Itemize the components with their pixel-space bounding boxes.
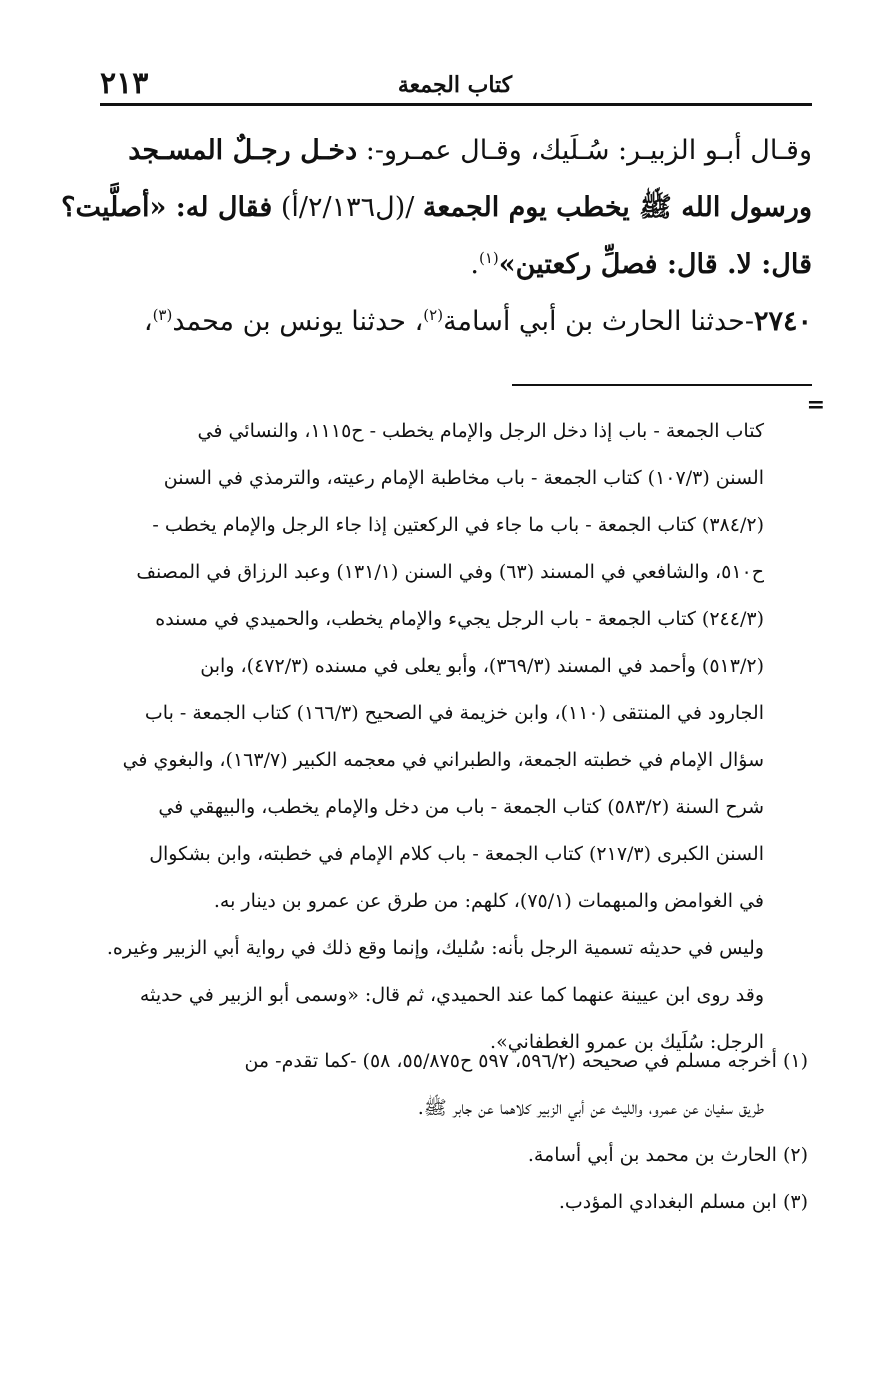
footnote-2 <box>96 1132 808 1179</box>
footnote-line: (٢٤٤/٣) كتاب الجمعة - باب الرجل يجيء والإمام يخطب، والحميدي في مسنده <box>155 608 764 630</box>
footnote-line: سؤال الإمام في خطبته الجمعة، والطبراني في معجمه الكبير (١٦٣/٧)، والبغوي في <box>122 749 764 771</box>
footnote-ref: (٣) <box>152 306 173 324</box>
isnad-text: ، حدثنا يونس بن محمد <box>172 306 424 337</box>
main-line-2 <box>61 179 812 236</box>
main-line-3 <box>100 236 812 293</box>
page-number: ٢١٣ <box>100 66 149 101</box>
footnote-separator <box>512 384 812 386</box>
main-text <box>61 122 812 350</box>
continuation-marker: = <box>806 392 825 418</box>
running-title: كتاب الجمعة <box>397 72 513 98</box>
footnote-continuation <box>96 408 764 1066</box>
footnote-1-cont <box>96 1085 808 1132</box>
footnote-line: السنن الكبرى (٢١٧/٣) كتاب الجمعة - باب كلام الإمام في خطبته، وابن بشكوال <box>149 843 764 865</box>
punctuation: ، <box>143 306 153 337</box>
isnad-text: -حدثنا الحارث بن أبي أسامة <box>443 306 754 337</box>
hadith-text: قال: لا. قال: فصلِّ ركعتين» <box>498 249 812 280</box>
footnote-line: في الغوامض والمبهمات (٧٥/١)، كلهم: من طرق عن عمرو بن دينار به. <box>213 890 764 912</box>
footnote-text: الحارث بن محمد بن أبي أسامة. <box>527 1144 777 1166</box>
footnote-text: طريق سفيان عن عمرو، والليث عن أبي الزبير كلاهما عن جابر ﷺ. <box>417 1097 764 1119</box>
footnote-label: (١) <box>782 1050 808 1072</box>
footnote-line: السنن (١٠٧/٣) كتاب الجمعة - باب مخاطبة الإمام رعيته، والترمذي في السنن <box>163 467 764 489</box>
header-rule <box>100 103 812 106</box>
footnote-3 <box>96 1179 808 1226</box>
footnote-text: أخرجه مسلم في صحيحه (٥٩٦/٢، ٥٩٧ ح٥٥/٨٧٥، ٥٨) -كما تقدم- من <box>244 1050 777 1072</box>
manuscript-ref: /(ل٢/١٣٦/أ) <box>272 192 423 223</box>
footnote-line: وقد روى ابن عيينة عنهما كما عند الحميدي، ثم قال: «وسمى أبو الزبير في حديثه <box>139 984 764 1006</box>
punctuation: . <box>470 249 479 280</box>
footnote-line: شرح السنة (٥٨٣/٢) كتاب الجمعة - باب من دخل والإمام يخطب، والبيهقي في <box>158 796 764 818</box>
main-line-1 <box>100 122 812 179</box>
footnote-line: ح٥١٠، والشافعي في المسند (٦٣) وفي السنن (١٣١/١) وعبد الرزاق في المصنف <box>136 561 764 583</box>
footnote-label: (٣) <box>782 1191 808 1213</box>
footnote-line: (٥١٣/٢) وأحمد في المسند (٣٦٩/٣)، وأبو يعلى في مسنده (٤٧٢/٣)، وابن <box>200 655 764 677</box>
footnote-line: كتاب الجمعة - باب إذا دخل الرجل والإمام يخطب - ح١١١٥، والنسائي في <box>197 420 764 442</box>
footnote-line: (٣٨٤/٢) كتاب الجمعة - باب ما جاء في الركعتين إذا جاء الرجل والإمام يخطب - <box>152 514 764 536</box>
hadith-text: ورسول الله ﷺ يخطب يوم الجمعة <box>422 192 812 223</box>
footnote-ref: (٢) <box>423 306 444 324</box>
footnote-line: الجارود في المنتقى (١١٠)، وابن خزيمة في الصحيح (١٦٦/٣) كتاب الجمعة - باب <box>144 702 764 724</box>
page-header <box>100 66 810 106</box>
main-line-4 <box>100 293 812 350</box>
hadith-text: دخـل رجـلٌ المسـجد <box>128 135 358 166</box>
footnote-1 <box>96 1038 808 1085</box>
footnote-ref: (١) <box>478 249 499 267</box>
narration-text: وقـال أبـو الزبيـر: سُـلَيك، وقـال عمـرو-: <box>357 135 812 166</box>
footnote-text: ابن مسلم البغدادي المؤدب. <box>558 1191 777 1213</box>
footnote-line: وليس في حديثه تسمية الرجل بأنه: سُليك، وإنما وقع ذلك في رواية أبي الزبير وغيره. <box>106 937 764 959</box>
hadith-number: ٢٧٤٠ <box>753 306 812 337</box>
footnote-list <box>96 1038 808 1226</box>
footnote-line: الرجل: سُلَيك بن عمرو الغطفاني». <box>490 1031 764 1053</box>
footnote-label: (٢) <box>782 1144 808 1166</box>
hadith-text: فقال له: «أصلَّيت؟ <box>61 192 273 223</box>
